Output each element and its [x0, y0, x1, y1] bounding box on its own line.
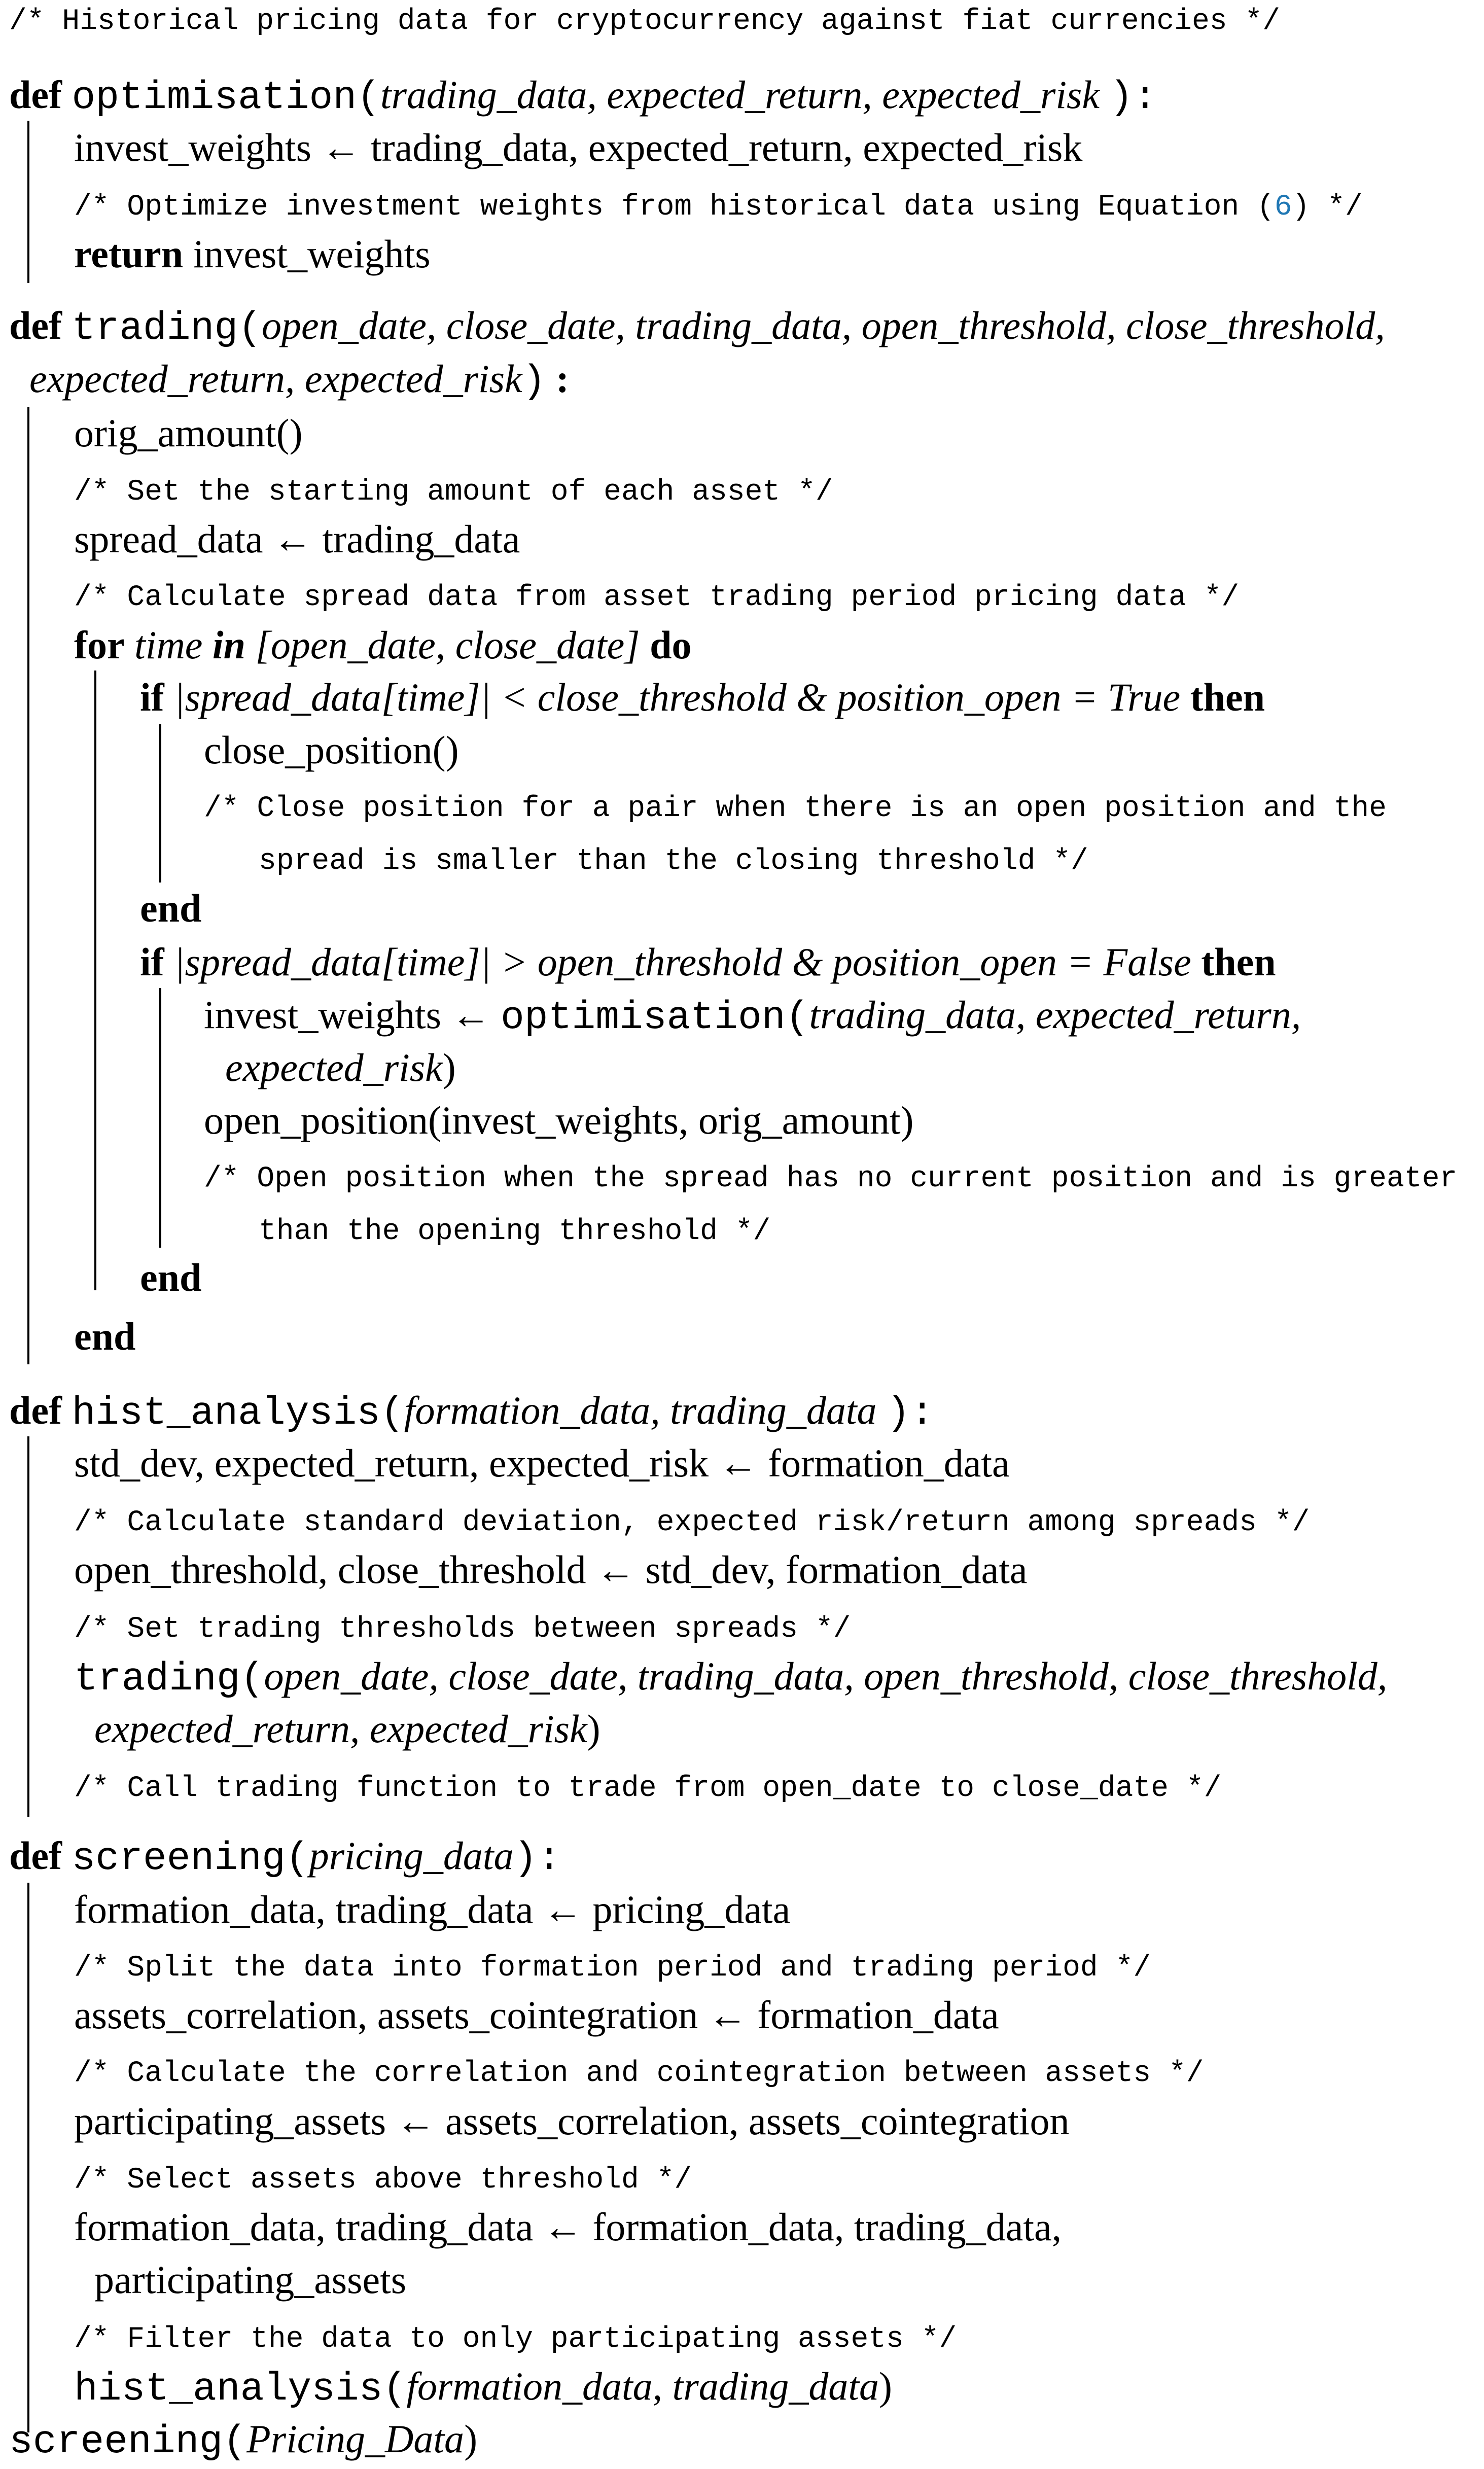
comment-line: /* Call trading function to trade from open_date to close_date */ — [74, 1772, 1222, 1805]
comment-line: /* Split the data into formation period and trading period */ — [74, 1952, 1151, 1985]
function-params: trading_data, expected_return, expected_risk — [380, 73, 1100, 117]
comment-line: /* Optimize investment weights from historical data using Equation (6) */ — [74, 191, 1363, 224]
block-bar — [27, 407, 29, 1364]
function-params: formation_data, trading_data — [404, 1388, 877, 1432]
end-keyword: end — [140, 1255, 202, 1299]
function-name: hist_analysis — [72, 1391, 380, 1436]
return-line — [74, 234, 431, 274]
comment-line: /* Calculate the correlation and cointegration between assets */ — [74, 2057, 1204, 2090]
def-hist-analysis: def hist_analysis(formation_data, trading_data ): — [9, 1388, 934, 1436]
comment-line: /* Select assets above threshold */ — [74, 2164, 692, 2197]
statement-line: invest_weights ← optimisation(trading_data, expected_return, — [204, 993, 1301, 1040]
statement-line: close_position() — [204, 728, 459, 772]
function-params: open_date, close_date, trading_data, open_threshold, close_threshold, — [261, 303, 1385, 347]
statement-line: participating_assets ← assets_correlation, assets_cointegration — [74, 2099, 1070, 2143]
if-close-header: if |spread_data[time]| < close_threshold & position_open = True then — [140, 675, 1265, 719]
def-keyword: def — [9, 1833, 62, 1878]
return-value: invest_weights — [193, 232, 431, 276]
function-name: trading — [72, 306, 238, 351]
function-call-name: trading — [74, 1657, 240, 1702]
comment-line: /* Close position for a pair when there is an open position and the — [204, 792, 1387, 825]
def-keyword: def — [9, 303, 62, 347]
statement-line: open_position(invest_weights, orig_amount) — [204, 1098, 914, 1142]
params-continuation: expected_return, expected_risk) : — [29, 357, 569, 404]
statement-line: formation_data, trading_data ← formation_data, trading_data, — [74, 2205, 1062, 2249]
statement-line: spread_data ← trading_data — [74, 517, 520, 561]
end-keyword: end — [140, 886, 202, 930]
end-keyword: end — [74, 1314, 136, 1358]
statement-line: formation_data, trading_data ← pricing_data — [74, 1887, 791, 1931]
top-comment: /* Historical pricing data for cryptocurrency against fiat currencies */ — [9, 5, 1281, 38]
statement-line: assets_correlation, assets_cointegration ← formation_data — [74, 1993, 999, 2037]
comment-line: /* Set trading thresholds between spreads */ — [74, 1613, 851, 1646]
block-bar — [159, 988, 161, 1248]
if-condition: |spread_data[time]| > open_threshold & position_open = False — [174, 940, 1191, 984]
function-call-name: optimisation — [500, 996, 786, 1040]
block-bar — [27, 121, 29, 283]
comment-line: /* Calculate spread data from asset trading period pricing data */ — [74, 581, 1240, 614]
statement-continuation: participating_assets — [94, 2258, 407, 2302]
comment-line: /* Open position when the spread has no current position and is greater — [204, 1162, 1458, 1195]
equation-ref: 6 — [1274, 191, 1292, 224]
if-condition: |spread_data[time]| < close_threshold & position_open = True — [174, 675, 1181, 719]
return-keyword: return — [74, 232, 184, 276]
function-call-line: trading(open_date, close_date, trading_data, open_threshold, close_threshold, — [74, 1654, 1388, 1702]
call-continuation: expected_return, expected_risk) — [94, 1707, 600, 1751]
in-keyword: in — [212, 623, 245, 667]
block-bar — [94, 671, 96, 1290]
comment-line: /* Filter the data to only participating assets */ — [74, 2323, 957, 2356]
function-call-line: hist_analysis(formation_data, trading_data) — [74, 2364, 893, 2412]
main-call-line: screening(Pricing_Data) — [9, 2417, 478, 2464]
statement-line: invest_weights ← trading_data, expected_return, expected_risk — [74, 125, 1083, 169]
function-call-name: hist_analysis — [74, 2367, 383, 2412]
statement-line: open_threshold, close_threshold ← std_dev, formation_data — [74, 1547, 1028, 1592]
if-open-header: if |spread_data[time]| > open_threshold & position_open = False then — [140, 940, 1276, 984]
comment-line: /* Calculate standard deviation, expected risk/return among spreads */ — [74, 1506, 1310, 1539]
def-keyword: def — [9, 73, 62, 117]
comment-line: than the opening threshold */ — [259, 1215, 771, 1248]
comment-line: spread is smaller than the closing threshold */ — [259, 845, 1088, 878]
comment-line: /* Set the starting amount of each asset */ — [74, 476, 833, 509]
block-bar — [27, 1883, 29, 2432]
statement-continuation: expected_risk) — [225, 1045, 456, 1089]
def-optimisation: def optimisation(trading_data, expected_return, expected_risk ): — [9, 73, 1157, 120]
do-keyword: do — [650, 623, 692, 667]
block-bar — [159, 724, 161, 883]
block-bar — [27, 1436, 29, 1817]
def-trading: def trading(open_date, close_date, trading_data, open_threshold, close_threshold, — [9, 303, 1385, 351]
for-loop-header: for time in [open_date, close_date] do — [74, 623, 692, 667]
def-screening: def screening(pricing_data): — [9, 1833, 561, 1881]
function-name: screening — [72, 1837, 286, 1881]
for-keyword: for — [74, 623, 125, 667]
function-name: optimisation — [72, 76, 357, 120]
statement-line: std_dev, expected_return, expected_risk ← formation_data — [74, 1441, 1010, 1485]
def-keyword: def — [9, 1388, 62, 1432]
function-call-name: screening — [9, 2420, 223, 2464]
function-params: pricing_data — [309, 1833, 514, 1878]
statement-line: orig_amount() — [74, 411, 303, 455]
